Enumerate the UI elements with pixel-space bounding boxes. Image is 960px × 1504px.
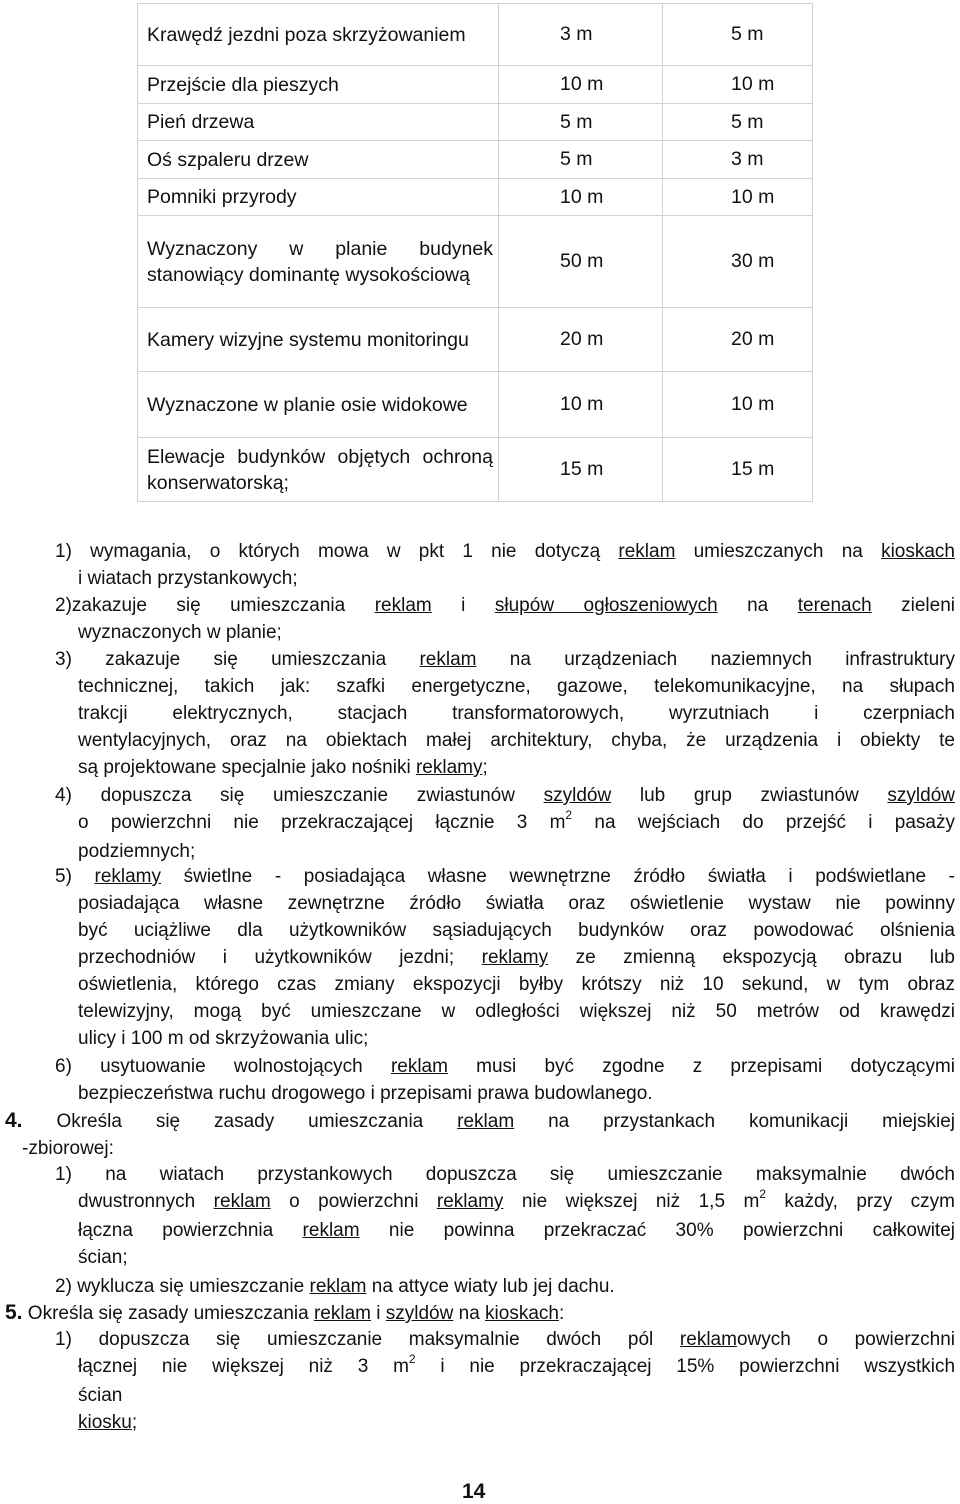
text-run: ; — [131, 1412, 138, 1433]
obstacle-label: Wyznaczone w planie osie widokowe — [138, 372, 499, 438]
link-kioskach[interactable]: kioskach — [485, 1303, 559, 1324]
obstacle-label: Pomniki przyrody — [138, 179, 499, 216]
item-4-line-2 — [55, 809, 955, 838]
text-run: lub grup zwiastunów — [611, 785, 888, 806]
page-number: 14 — [462, 1480, 486, 1503]
obstacle-label: Elewacje budynków objętych ochroną konserwatorską; — [138, 438, 499, 502]
link-reklam[interactable]: reklam — [679, 1329, 737, 1350]
section-4-item-1-line-4: ścian; — [78, 1247, 128, 1268]
text-run: ; — [482, 757, 488, 778]
item-3-line-2: technicznej, takich jak: szafki energetyczne, gazowe, telekomunikacyjne, na słupach — [78, 676, 955, 697]
section-5 — [5, 1299, 955, 1327]
text-run: na urządzeniach naziemnych infrastruktury — [476, 649, 955, 670]
link-reklam[interactable]: reklam — [302, 1220, 360, 1241]
superscript: 2 — [408, 1352, 416, 1366]
text-run: Określa się zasady umieszczania — [27, 1303, 314, 1324]
text-run: musi być zgodne z przepisami dotyczącymi — [447, 1056, 955, 1077]
link-kioskach[interactable]: kioskach — [881, 541, 955, 562]
item-2-line-1 — [55, 592, 955, 619]
text-run: na — [717, 595, 798, 616]
link-reklam[interactable]: reklam — [313, 1303, 371, 1324]
text-run: wymagania, o których mowa w pkt 1 nie dotyczą — [90, 541, 619, 562]
link-szyldow[interactable]: szyldów — [887, 785, 955, 806]
table-row — [138, 216, 813, 308]
item-5-line-5: oświetlenia, którego czas zmiany ekspozycji byłby krótszy niż 10 sekund, w tym obraz — [78, 974, 955, 995]
distance-b: 30 m — [663, 216, 813, 308]
section-4 — [5, 1107, 955, 1162]
item-number: 1) — [55, 1329, 72, 1350]
link-reklamy[interactable]: reklamy — [436, 1191, 504, 1212]
distance-a: 10 m — [499, 372, 663, 438]
table-row — [138, 438, 813, 502]
distance-a: 5 m — [499, 104, 663, 141]
text-run: są projektowane specjalnie jako nośniki — [78, 757, 416, 778]
item-4-line-3: podziemnych; — [78, 841, 196, 862]
list-item-1 — [55, 538, 955, 592]
text-run: ze zmienną ekspozycją obrazu lub — [548, 947, 955, 968]
text-run: o powierzchni nie przekraczającej łącznie 3 m — [78, 812, 566, 833]
distance-a: 3 m — [499, 4, 663, 66]
item-3-line-1 — [55, 646, 955, 673]
section-number: 4. — [5, 1109, 23, 1132]
distance-table — [137, 3, 813, 502]
distance-b: 10 m — [663, 179, 813, 216]
text-run: przechodniów i użytkowników jezdni; — [78, 947, 482, 968]
text-run: dwustronnych — [78, 1191, 214, 1212]
list-item-3 — [55, 646, 955, 781]
distance-a: 20 m — [499, 308, 663, 372]
item-5-line-1 — [55, 863, 955, 890]
item-3-line-4: wentylacyjnych, oraz na obiektach małej architektury, chyba, że urządzenia i obiekty te — [78, 730, 955, 751]
section-5-item-1-line-3: ścian — [78, 1385, 123, 1406]
obstacle-label: Przejście dla pieszych — [138, 66, 499, 104]
text-run: wyklucza się umieszczanie — [77, 1276, 310, 1297]
obstacle-label: Krawędź jezdni poza skrzyżowaniem — [138, 4, 499, 66]
text-run: i — [431, 595, 495, 616]
text-run: świetlne - posiadająca własne wewnętrzne źródło światła i podświetlane - — [161, 866, 956, 887]
section-4-item-1-line-3 — [55, 1217, 955, 1244]
item-5-line-2: posiadająca własne zewnętrzne źródło światła oraz oświetlenie wystaw nie powinny — [78, 893, 955, 914]
distance-b: 10 m — [663, 66, 813, 104]
section-5-line-1 — [5, 1299, 955, 1327]
text-run: zakazuje się umieszczania — [71, 595, 375, 616]
distance-b: 5 m — [663, 104, 813, 141]
section-4-item-2 — [55, 1273, 955, 1300]
link-reklam[interactable]: reklam — [618, 541, 676, 562]
distance-a: 5 m — [499, 141, 663, 179]
text-run: Określa się zasady umieszczania — [56, 1111, 458, 1132]
link-reklamy[interactable]: reklamy — [415, 757, 483, 778]
section-4-item-1-line-2 — [55, 1188, 955, 1217]
link-kiosku[interactable]: kiosku — [78, 1412, 132, 1433]
section-5-item-1-line-4 — [55, 1409, 955, 1436]
table-row — [138, 372, 813, 438]
link-reklam[interactable]: reklam — [213, 1191, 271, 1212]
text-run: i nie przekraczającej 15% powierzchni wszystkich — [415, 1356, 956, 1377]
text-run: na wiatach przystankowych dopuszcza się umieszczanie maksymalnie dwóch — [105, 1164, 955, 1185]
item-number: 1) — [55, 1164, 72, 1185]
section-4-line-2: -zbiorowej: — [22, 1138, 114, 1159]
text-run: zieleni — [871, 595, 956, 616]
text-run: nie powinna przekraczać 30% powierzchni całkowitej — [359, 1220, 955, 1241]
section-4-item-2-line-1 — [55, 1273, 955, 1300]
distance-a: 15 m — [499, 438, 663, 502]
superscript: 2 — [565, 808, 573, 822]
text-run: owych o powierzchni — [736, 1329, 956, 1350]
text-run: łącznej nie większej niż 3 m — [78, 1356, 409, 1377]
item-number: 4) — [55, 785, 72, 806]
obstacle-label: Kamery wizyjne systemu monitoringu — [138, 308, 499, 372]
item-5-line-4 — [55, 944, 955, 971]
item-number: 3) — [55, 649, 72, 670]
obstacle-label: Pień drzewa — [138, 104, 499, 141]
distance-table-body — [138, 4, 813, 502]
item-3-line-3: trakcji elektrycznych, stacjach transformatorowych, wyrzutniach i czerpniach — [78, 703, 955, 724]
text-run: : — [558, 1303, 565, 1324]
link-reklam[interactable]: reklam — [309, 1276, 367, 1297]
link-reklam[interactable]: reklam — [374, 595, 432, 616]
text-run: zakazuje się umieszczania — [105, 649, 420, 670]
item-5-line-3: być uciążliwe dla użytkowników sąsiadujących budynków oraz powodować olśnienia — [78, 920, 955, 941]
distance-b: 20 m — [663, 308, 813, 372]
text-run: i — [370, 1303, 386, 1324]
text-run: łączna powierzchnia — [78, 1220, 303, 1241]
text-run: nie większej niż 1,5 m — [503, 1191, 760, 1212]
list-item-4 — [55, 782, 955, 865]
item-2-line-2: wyznaczonych w planie; — [78, 622, 282, 643]
link-terenach[interactable]: terenach — [797, 595, 872, 616]
item-1-line-1 — [55, 538, 955, 565]
text-run: na attyce wiaty lub jej dachu. — [366, 1276, 615, 1297]
link-reklam[interactable]: reklam — [457, 1111, 515, 1132]
section-5-item-1-line-1 — [55, 1326, 955, 1353]
text-run: dopuszcza się umieszczanie zwiastunów — [100, 785, 544, 806]
obstacle-label: Wyznaczony w planie budynek stanowiący dominantę wysokościową — [138, 216, 499, 308]
item-6-line-1 — [55, 1053, 955, 1080]
item-1-line-2: i wiatach przystankowych; — [78, 568, 298, 589]
list-item-6 — [55, 1053, 955, 1107]
list-item-5 — [55, 863, 955, 1052]
table-row — [138, 308, 813, 372]
superscript: 2 — [759, 1187, 766, 1201]
distance-b: 15 m — [663, 438, 813, 502]
distance-a: 10 m — [499, 179, 663, 216]
item-4-line-1 — [55, 782, 955, 809]
table-row — [138, 141, 813, 179]
item-6-line-2: bezpieczeństwa ruchu drogowego i przepisami prawa budowlanego. — [78, 1083, 653, 1104]
text-run: każdy, przy czym — [765, 1191, 956, 1212]
text-run: dopuszcza się umieszczanie maksymalnie dwóch pól — [98, 1329, 680, 1350]
item-number: 2) — [55, 595, 72, 616]
text-run: usytuowanie wolnostojących — [100, 1056, 391, 1077]
link-szyldow[interactable]: szyldów — [385, 1303, 454, 1324]
section-number: 5. — [5, 1301, 23, 1324]
link-reklamy[interactable]: reklamy — [94, 866, 162, 887]
section-4-line-1 — [5, 1107, 955, 1135]
link-szyldow[interactable]: szyldów — [543, 785, 612, 806]
section-5-item-1 — [55, 1326, 955, 1436]
text-run: umieszczanych na — [675, 541, 882, 562]
item-number: 6) — [55, 1056, 72, 1077]
section-5-item-1-line-2 — [55, 1353, 955, 1382]
table-row — [138, 179, 813, 216]
item-number: 2) — [55, 1276, 72, 1297]
text-run: na wejściach do przejść i pasaży — [572, 812, 955, 833]
distance-a: 50 m — [499, 216, 663, 308]
table-row — [138, 4, 813, 66]
distance-a: 10 m — [499, 66, 663, 104]
table-row — [138, 66, 813, 104]
section-4-item-1 — [55, 1161, 955, 1271]
item-number: 1) — [55, 541, 72, 562]
item-number: 5) — [55, 866, 72, 887]
distance-b: 5 m — [663, 4, 813, 66]
text-run: na przystankach komunikacji miejskiej — [514, 1111, 956, 1132]
link-reklam[interactable]: reklam — [419, 649, 477, 670]
text-run: o powierzchni — [270, 1191, 437, 1212]
obstacle-label: Oś szpaleru drzew — [138, 141, 499, 179]
link-reklamy[interactable]: reklamy — [481, 947, 549, 968]
item-5-line-7: ulicy i 100 m od skrzyżowania ulic; — [78, 1028, 369, 1049]
item-3-line-5 — [55, 754, 955, 781]
text-run: na — [453, 1303, 486, 1324]
section-4-item-1-line-1 — [55, 1161, 955, 1188]
distance-b: 3 m — [663, 141, 813, 179]
item-5-line-6: telewizyjny, mogą być umieszczane w odległości większej niż 50 metrów od krawędzi — [78, 1001, 955, 1022]
link-slupow-ogloszeniowych[interactable]: słupów ogłoszeniowych — [494, 595, 718, 616]
link-reklam[interactable]: reklam — [390, 1056, 448, 1077]
table-row — [138, 104, 813, 141]
list-item-2 — [55, 592, 955, 646]
distance-b: 10 m — [663, 372, 813, 438]
